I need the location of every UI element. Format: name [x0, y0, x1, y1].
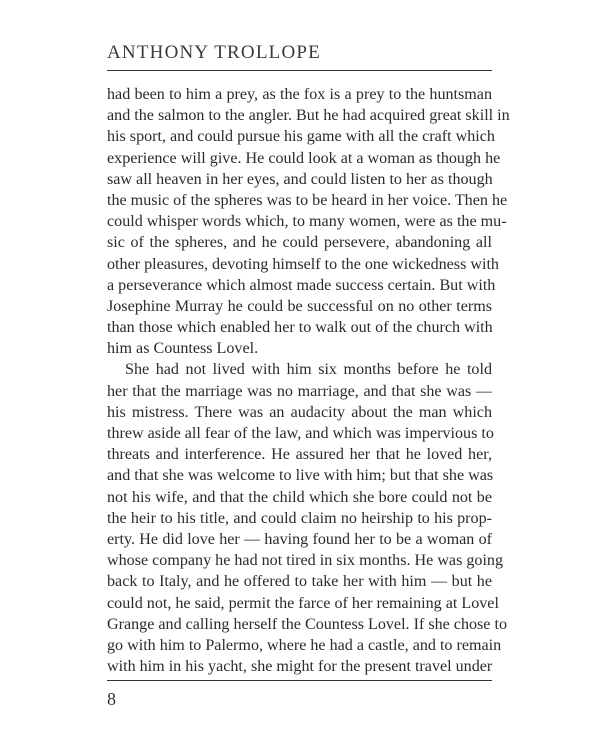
text-line: back to Italy, and he offered to take her with him — but he: [107, 573, 492, 591]
text-line: the heir to his title, and could claim no heirship to his prop-: [107, 509, 492, 527]
text-line: Grange and calling herself the Countess Lovel. If she chose to: [107, 615, 507, 633]
text-line: a perseverance which almost made success certain. But with: [107, 276, 496, 294]
footer-rule: [107, 680, 492, 681]
text-line: She had not lived with him six months before he told: [125, 361, 492, 379]
text-line: threw aside all fear of the law, and which was impervious to: [107, 425, 494, 442]
text-line: sic of the spheres, and he could persevere, abandoning all: [107, 234, 492, 252]
text-line: saw all heaven in her eyes, and could listen to her as though: [107, 170, 493, 188]
text-line: and the salmon to the angler. But he had acquired great skill in: [107, 107, 510, 125]
text-line: him as Countess Lovel.: [107, 340, 259, 358]
text-line: not his wife, and that the child which she bore could not be: [107, 488, 492, 506]
page-number: 8: [107, 689, 116, 709]
text-line: experience will give. He could look at a woman as though he: [107, 149, 501, 167]
text-line: her that the marriage was no marriage, and that she was —: [107, 382, 492, 400]
text-line: whose company he had not tired in six months. He was going: [107, 552, 504, 570]
text-line: could not, he said, permit the farce of her remaining at Lovel: [107, 594, 499, 612]
body-text: [107, 84, 510, 677]
text-line: his mistress. There was an audacity about the man which: [107, 403, 492, 421]
header-rule: [107, 70, 492, 71]
text-line: other pleasures, devoting himself to the one wickedness with: [107, 255, 499, 273]
running-head: ANTHONY TROLLOPE: [107, 42, 321, 63]
text-line: Josephine Murray he could be successful on no other terms: [107, 297, 492, 315]
text-line: his sport, and could pursue his game with all the craft which: [107, 128, 495, 146]
text-line: go with him to Palermo, where he had a castle, and to remain: [107, 636, 502, 654]
text-line: had been to him a prey, as the fox is a prey to the huntsman: [107, 86, 492, 103]
text-line: could whisper words which, to many women, were as the mu-: [107, 213, 507, 231]
text-line: threats and interference. He assured her that he loved her,: [107, 446, 492, 464]
text-line: than those which enabled her to walk out of the church with: [107, 319, 493, 337]
text-line: erty. He did love her — having found her to be a woman of: [107, 530, 492, 548]
text-line: and that she was welcome to live with him; but that she was: [107, 467, 494, 485]
text-line: with him in his yacht, she might for the present travel under: [107, 658, 493, 676]
text-line: the music of the spheres was to be heard in her voice. Then he: [107, 191, 508, 209]
